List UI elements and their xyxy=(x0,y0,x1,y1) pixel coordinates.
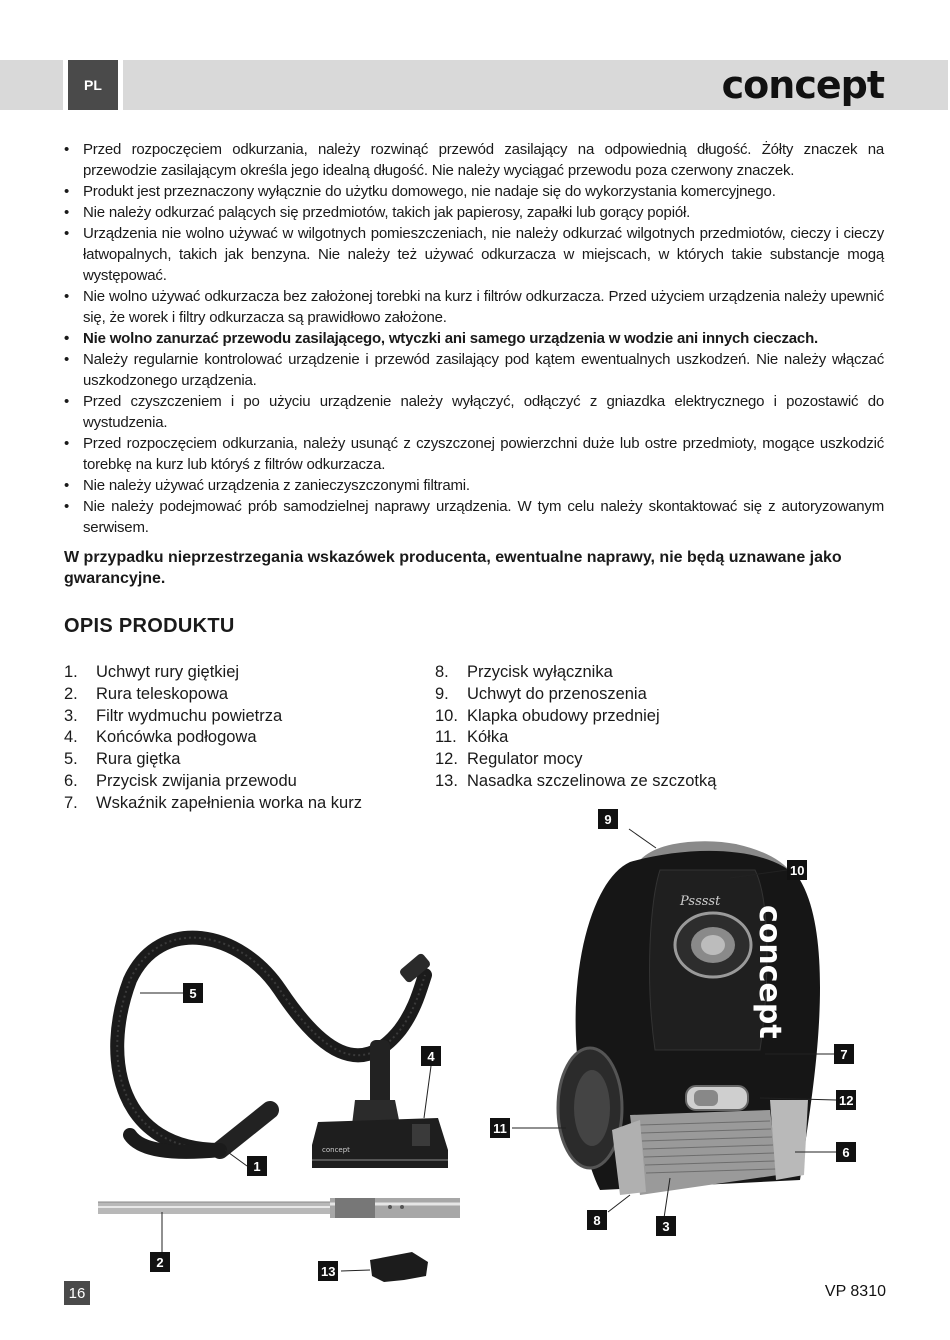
safety-item: • Urządzenia nie wolno używać w wilgotnych pomieszczeniach, nie należy odkurzać wilgotnych przedmiotów, cieczy i cieczy łatwopalnych, takich jak benzyna. Nie należy też używać odkurzacza w miejscach, w których takie substancje mogą występować. xyxy=(64,223,884,286)
part-label: Kółka xyxy=(467,728,509,747)
part-number: 4. xyxy=(64,728,78,747)
part-label: Przycisk zwijania przewodu xyxy=(96,771,297,790)
part-number: 8. xyxy=(435,663,449,681)
part-number: 9. xyxy=(435,684,449,703)
callout-3: 3 xyxy=(656,1216,676,1236)
part-label: Przycisk wyłącznika xyxy=(467,663,613,681)
callout-13: 13 xyxy=(318,1261,338,1281)
part-number: 6. xyxy=(64,771,78,790)
safety-item: • Przed rozpoczęciem odkurzania, należy usunąć z czyszczonej powierzchni duże lub ostre przedmioty, mogące uszkodzić torebkę na kurz lub któryś z filtrów odkurzacza. xyxy=(64,433,884,475)
part-number: 2. xyxy=(64,684,78,703)
safety-item: • Przed rozpoczęciem odkurzania, należy rozwinąć przewód zasilający na odpowiednią długość. Żółty znaczek na przewodzie zasilającym określa jego idealną długość. Nie należy wyciągać przewodu poza czerwony znaczek. xyxy=(64,139,884,181)
safety-item: • Przed czyszczeniem i po użyciu urządzenie należy wyłączyć, odłączyć z gniazdka elektrycznego i pozostawić do wystudzenia. xyxy=(64,391,884,433)
part-label: Nasadka szczelinowa ze szczotką xyxy=(467,771,717,790)
telescopic-tube-drawing xyxy=(98,1198,460,1218)
part-label: Rura teleskopowa xyxy=(96,684,229,703)
callout-8: 8 xyxy=(587,1210,607,1230)
safety-item: • Nie wolno zanurzać przewodu zasilającego, wtyczki ani samego urządzenia w wodzie ani innych cieczach. xyxy=(64,328,884,349)
svg-text:concept: concept xyxy=(752,905,787,1039)
part-number: 3. xyxy=(64,706,78,725)
callout-2: 2 xyxy=(150,1252,170,1272)
callout-6: 6 xyxy=(836,1142,856,1162)
page-number: 16 xyxy=(64,1281,90,1305)
callout-1: 1 xyxy=(247,1156,267,1176)
safety-item: • Nie należy podejmować prób samodzielnej naprawy urządzenia. W tym celu należy skontaktować się z autoryzowanym serwisem. xyxy=(64,496,884,538)
part-label: Klapka obudowy przedniej xyxy=(467,706,660,725)
part-label: Uchwyt do przenoszenia xyxy=(467,684,647,703)
section-heading: OPIS PRODUKTU xyxy=(64,615,235,637)
callout-9: 9 xyxy=(598,809,618,829)
crevice-nozzle-drawing xyxy=(370,1252,428,1282)
callout-7: 7 xyxy=(834,1044,854,1064)
brand-logo: concept xyxy=(721,63,884,107)
part-number: 5. xyxy=(64,750,78,769)
callout-12: 12 xyxy=(836,1090,856,1110)
part-number: 13. xyxy=(435,771,458,790)
part-label: Wskaźnik zapełnienia worka na kurz xyxy=(96,793,362,812)
callout-11: 11 xyxy=(490,1118,510,1138)
callout-10: 10 xyxy=(787,860,807,880)
model-code: VP 8310 xyxy=(824,1283,886,1300)
part-number: 7. xyxy=(64,793,78,812)
callout-5: 5 xyxy=(183,983,203,1003)
callout-4: 4 xyxy=(421,1046,441,1066)
vacuum-body-drawing xyxy=(558,849,820,1195)
part-number: 1. xyxy=(64,663,78,681)
part-label: Regulator mocy xyxy=(467,750,583,769)
language-tab: PL xyxy=(68,60,118,110)
part-label: Końcówka podłogowa xyxy=(96,728,257,747)
warranty-warning: W przypadku nieprzestrzegania wskazówek producenta, ewentualne naprawy, nie będą uznawane jako gwarancyjne. xyxy=(64,549,842,587)
part-number: 11. xyxy=(435,728,457,747)
part-number: 10. xyxy=(435,706,458,725)
part-label: Filtr wydmuchu powietrza xyxy=(96,706,283,725)
safety-item: • Nie należy odkurzać palących się przedmiotów, takich jak papierosy, zapałki lub gorący popiół. xyxy=(64,202,884,223)
safety-item: • Należy regularnie kontrolować urządzenie i przewód zasilający pod kątem ewentualnych uszkodzeń. Nie należy włączać uszkodzonego urządzenia. xyxy=(64,349,884,391)
part-label: Uchwyt rury giętkiej xyxy=(96,663,240,681)
svg-text:concept: concept xyxy=(322,1146,350,1154)
part-label: Rura giętka xyxy=(96,750,181,769)
part-number: 12. xyxy=(435,750,458,769)
svg-text:Psssst: Psssst xyxy=(680,894,721,909)
safety-item: • Nie wolno używać odkurzacza bez założonej torebki na kurz i filtrów odkurzacza. Przed użyciem urządzenia należy upewnić się, że worek i filtry odkurzacza są prawidłowo założone. xyxy=(64,286,884,328)
safety-item: • Nie należy używać urządzenia z zanieczyszczonymi filtrami. xyxy=(64,475,884,496)
safety-item: • Produkt jest przeznaczony wyłącznie do użytku domowego, nie nadaje się do wykorzystania komercyjnego. xyxy=(64,181,884,202)
